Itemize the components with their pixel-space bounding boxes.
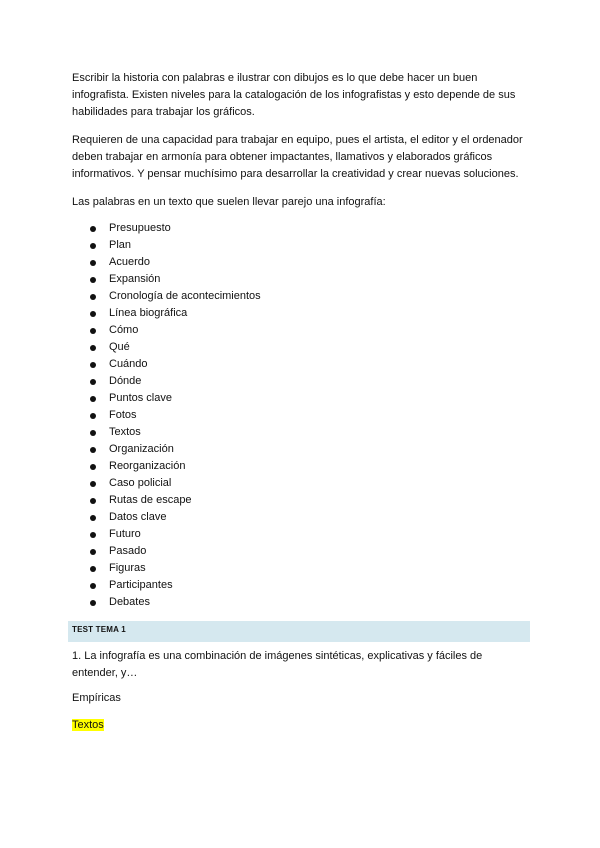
- bullet-icon: [90, 260, 96, 266]
- list-item: [72, 407, 261, 424]
- list-item-label: Rutas de escape: [109, 494, 192, 506]
- bullet-icon: [90, 430, 96, 436]
- list-item: [72, 543, 261, 560]
- bullet-icon: [90, 396, 96, 402]
- list-item: [72, 560, 261, 577]
- list-item: [72, 492, 261, 509]
- list-item: [72, 509, 261, 526]
- list-item-label: Datos clave: [109, 511, 167, 523]
- list-item-label: Cómo: [109, 324, 139, 336]
- test-heading: TEST TEMA 1: [72, 625, 126, 634]
- list-item: [72, 339, 261, 356]
- list-item: [72, 288, 261, 305]
- list-item-label: Textos: [109, 426, 141, 438]
- bullet-icon: [90, 464, 96, 470]
- bullet-icon: [90, 345, 96, 351]
- bullet-icon: [90, 481, 96, 487]
- list-item-label: Puntos clave: [109, 392, 172, 404]
- list-item: [72, 424, 261, 441]
- list-item: [72, 475, 261, 492]
- answer-option-highlighted: [72, 717, 530, 734]
- list-item-label: Reorganización: [109, 460, 186, 472]
- bullet-icon: [90, 498, 96, 504]
- bullet-icon: [90, 311, 96, 317]
- list-item-label: Expansión: [109, 273, 161, 285]
- list-item-label: Figuras: [109, 562, 146, 574]
- list-item-label: Debates: [109, 596, 150, 608]
- bullet-icon: [90, 413, 96, 419]
- list-item-label: Cronología de acontecimientos: [109, 290, 261, 302]
- list-item-label: Presupuesto: [109, 222, 171, 234]
- list-item-label: Organización: [109, 443, 174, 455]
- paragraph-list-intro: Las palabras en un texto que suelen llevar parejo una infografía:: [72, 196, 386, 208]
- list-item-label: Dónde: [109, 375, 142, 387]
- bullet-icon: [90, 226, 96, 232]
- test-heading-bar: [68, 621, 530, 642]
- bullet-icon: [90, 515, 96, 521]
- list-item: [72, 356, 261, 373]
- list-item-label: Línea biográfica: [109, 307, 188, 319]
- bullet-icon: [90, 379, 96, 385]
- test-question: 1. La infografía es una combinación de imágenes sintéticas, explicativas y fáciles de entender, y…: [72, 650, 483, 679]
- bullet-icon: [90, 328, 96, 334]
- answer-option: Empíricas: [72, 692, 121, 704]
- paragraph-teamwork: Requieren de una capacidad para trabajar en equipo, pues el artista, el editor y el ordenador deben trabajar en armonía para obtener impactantes, llamativos y elaborados gráficos informativos. Y pensar muchísimo para desarrollar la creatividad y crear nuevas soluciones.: [72, 134, 523, 180]
- list-item: [72, 271, 261, 288]
- list-item: [72, 390, 261, 407]
- list-item: [72, 441, 261, 458]
- list-item: [72, 526, 261, 543]
- keyword-bullet-list: [72, 220, 261, 611]
- bullet-icon: [90, 583, 96, 589]
- list-item-label: Qué: [109, 341, 130, 353]
- bullet-icon: [90, 362, 96, 368]
- bullet-icon: [90, 294, 96, 300]
- list-item-label: Futuro: [109, 528, 141, 540]
- list-item: [72, 237, 261, 254]
- list-item: [72, 577, 261, 594]
- list-item-label: Acuerdo: [109, 256, 150, 268]
- bullet-icon: [90, 277, 96, 283]
- bullet-icon: [90, 549, 96, 555]
- list-item-label: Cuándo: [109, 358, 148, 370]
- paragraph-intro: Escribir la historia con palabras e ilustrar con dibujos es lo que debe hacer un buen infografista. Existen niveles para la catalogación de los infografistas y esto depende de sus habilidades para trabajar los gráficos.: [72, 72, 516, 118]
- bullet-icon: [90, 532, 96, 538]
- highlighted-answer: Textos: [72, 719, 104, 731]
- list-item-label: Plan: [109, 239, 132, 251]
- bullet-icon: [90, 447, 96, 453]
- bullet-icon: [90, 243, 96, 249]
- bullet-icon: [90, 566, 96, 572]
- list-item: [72, 305, 261, 322]
- list-item-label: Pasado: [109, 545, 147, 557]
- list-item: [72, 373, 261, 390]
- list-item-label: Fotos: [109, 409, 137, 421]
- list-item-label: Participantes: [109, 579, 173, 591]
- list-item-label: Caso policial: [109, 477, 172, 489]
- bullet-icon: [90, 600, 96, 606]
- list-item: [72, 458, 261, 475]
- list-item: [72, 220, 261, 237]
- list-item: [72, 322, 261, 339]
- list-item: [72, 254, 261, 271]
- list-item: [72, 594, 261, 611]
